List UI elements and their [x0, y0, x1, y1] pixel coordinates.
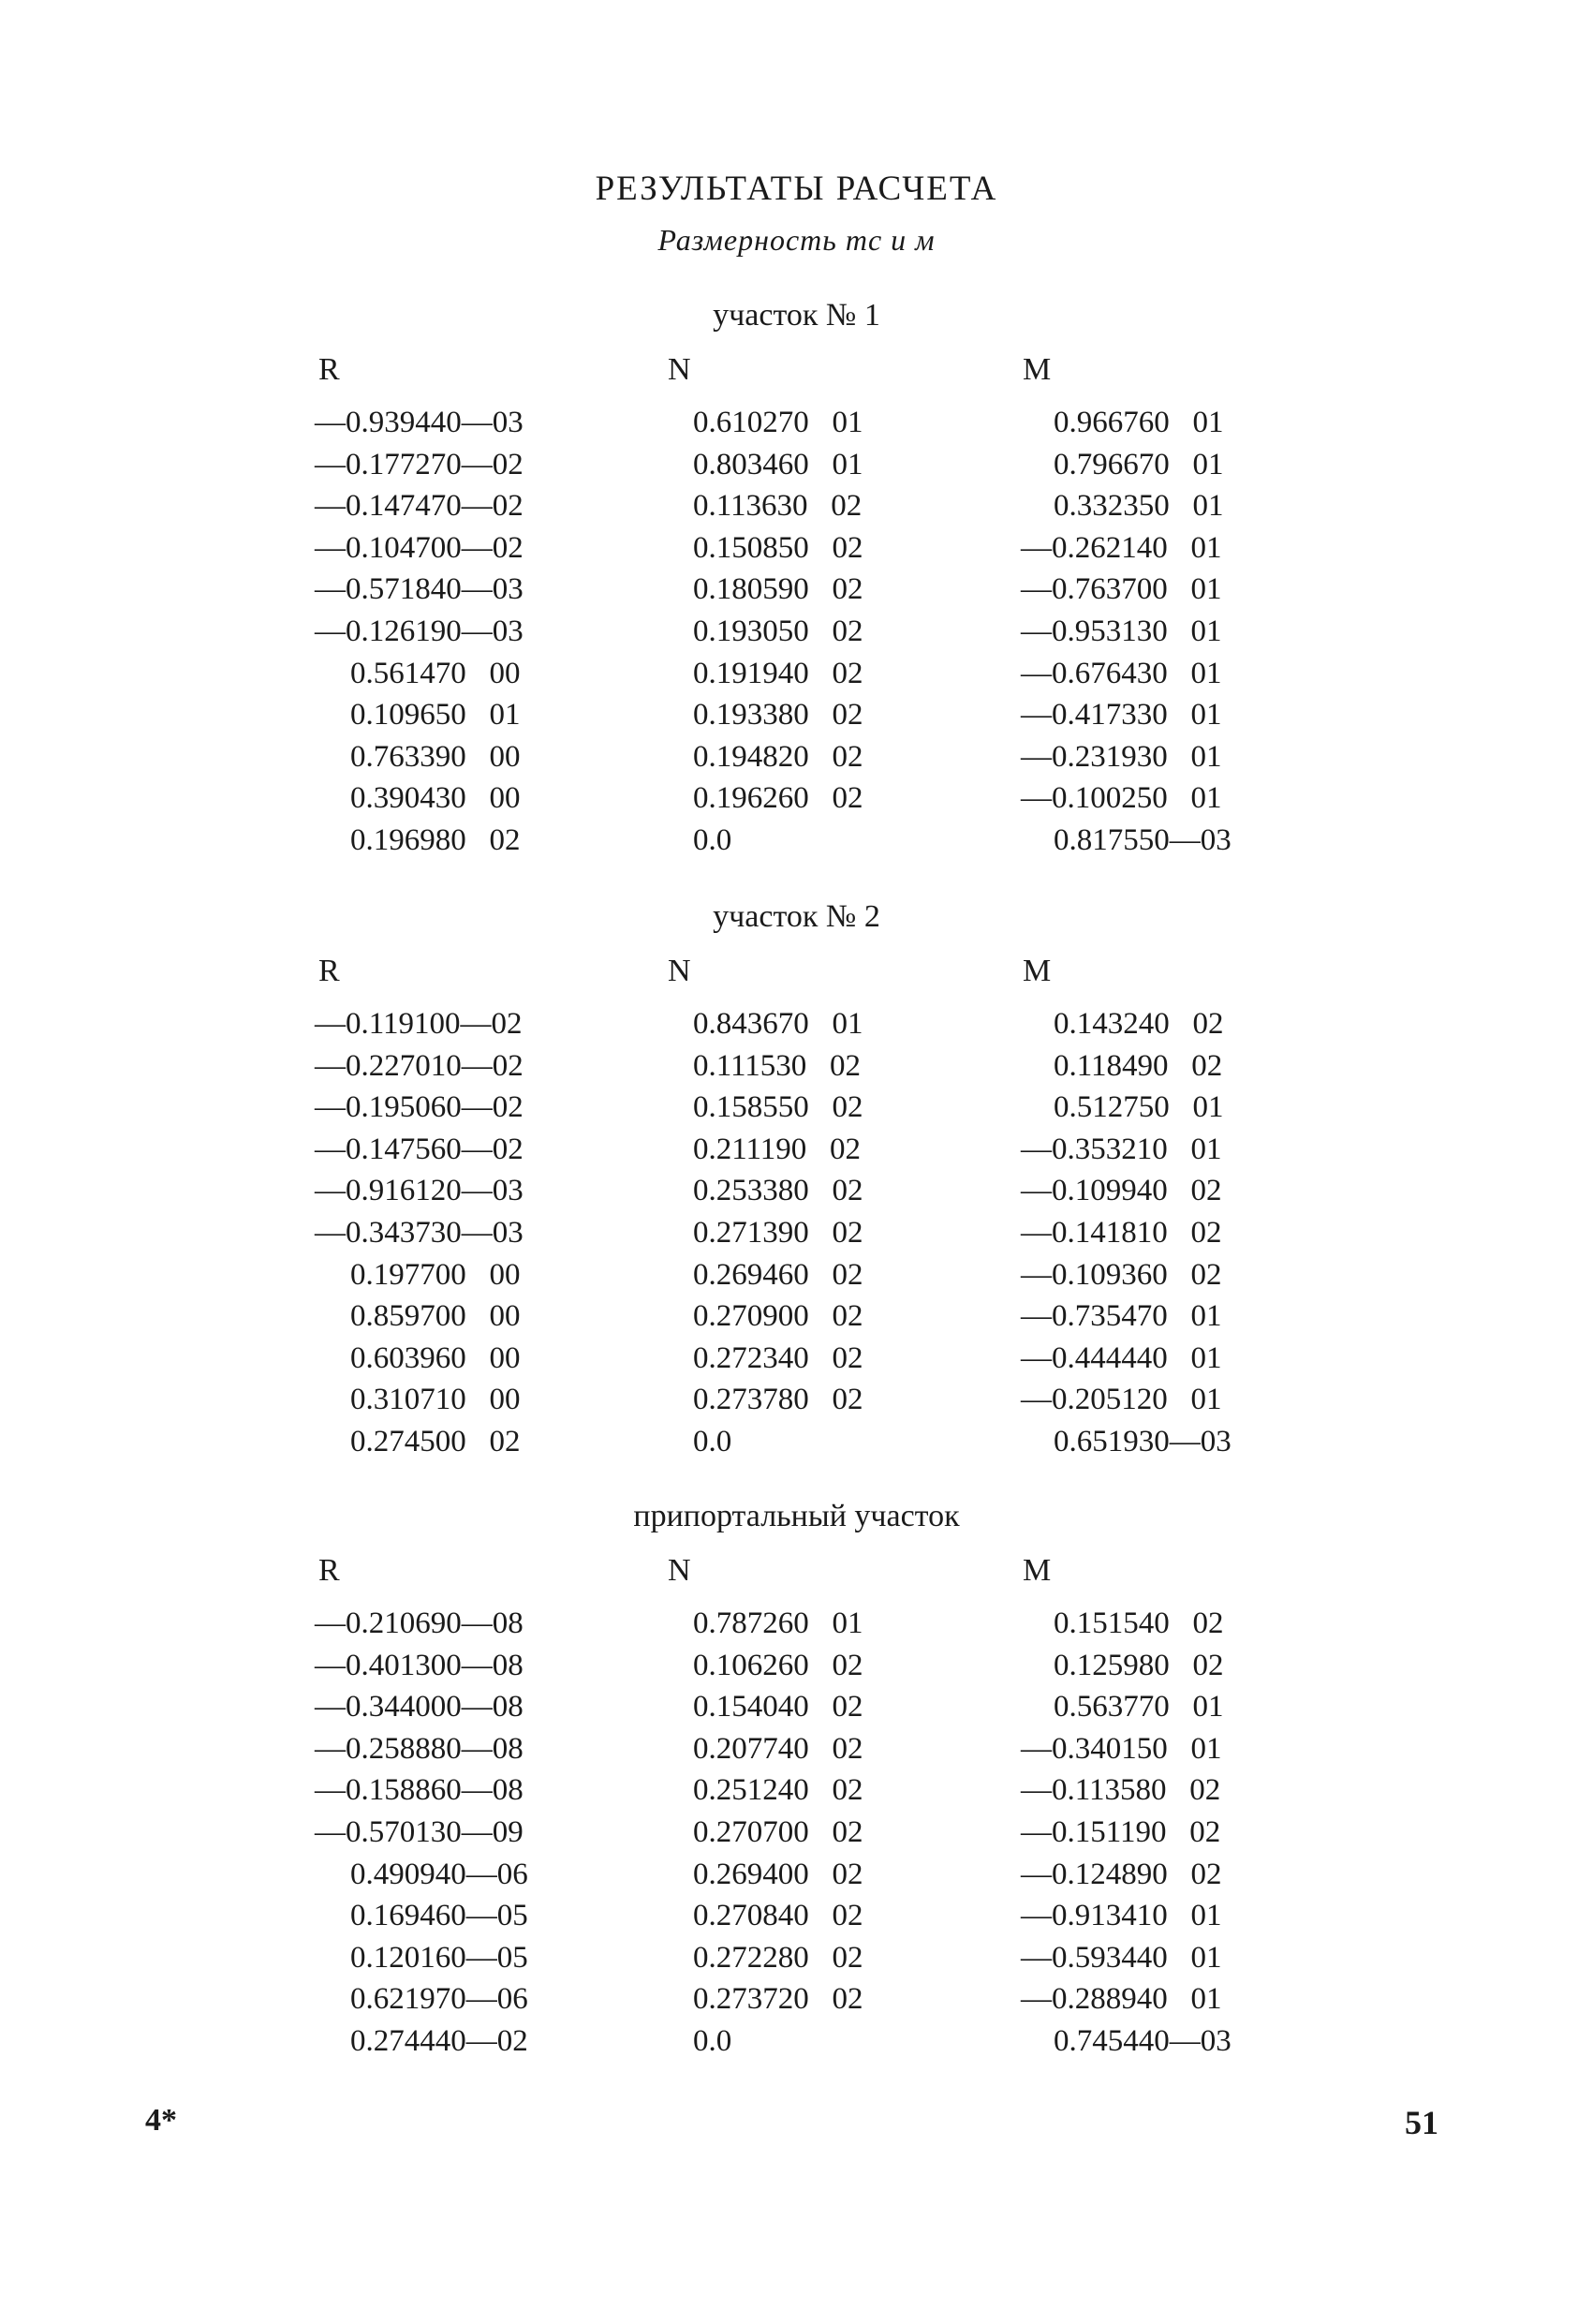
cell-r: 0.109650 01 — [350, 698, 521, 733]
cell-r: —0.177270—02 — [315, 447, 524, 481]
table-row — [0, 1732, 1593, 1774]
table-row — [0, 1341, 1593, 1384]
cell-r: 0.859700 00 — [350, 1299, 521, 1334]
cell-r: 0.603960 00 — [350, 1340, 521, 1375]
cell-n: 0.154040 02 — [693, 1690, 863, 1724]
column-header-m: M — [1023, 954, 1052, 988]
cell-n: 0.270900 02 — [693, 1299, 863, 1334]
column-header-r: R — [318, 352, 340, 387]
column-header-n: N — [668, 352, 691, 387]
cell-r: 0.169460—05 — [350, 1899, 528, 1933]
cell-r: —0.147560—02 — [315, 1132, 524, 1166]
table-row — [0, 1132, 1593, 1175]
section-title: припортальный участок — [633, 1499, 960, 1533]
cell-n: 0.180590 02 — [693, 572, 863, 607]
table-row — [0, 1649, 1593, 1691]
table-row — [0, 1690, 1593, 1732]
table-row — [0, 657, 1593, 699]
cell-r: —0.343730—03 — [315, 1215, 524, 1250]
cell-n: 0.272280 02 — [693, 1940, 863, 1975]
cell-r: 0.120160—05 — [350, 1940, 528, 1975]
cell-n: 0.193050 02 — [693, 614, 863, 648]
page-number: 51 — [1405, 2104, 1438, 2141]
table-row — [0, 1815, 1593, 1858]
column-header-m: M — [1023, 1553, 1052, 1588]
table-row — [0, 1049, 1593, 1091]
column-header-n: N — [668, 1553, 691, 1588]
cell-r: 0.621970—06 — [350, 1982, 528, 2017]
cell-n: 0.787260 01 — [693, 1606, 863, 1640]
table-row — [0, 1007, 1593, 1049]
cell-m: 0.125980 02 — [1054, 1648, 1224, 1682]
column-header-m: M — [1023, 352, 1052, 387]
table-row — [0, 823, 1593, 866]
cell-n: 0.191940 02 — [693, 656, 863, 690]
table-row — [0, 1858, 1593, 1900]
cell-r: —0.126190—03 — [315, 614, 524, 648]
cell-r: —0.571840—03 — [315, 572, 524, 607]
cell-r: 0.561470 00 — [350, 656, 521, 690]
cell-r: —0.158860—08 — [315, 1773, 524, 1808]
cell-m: 0.745440—03 — [1054, 2023, 1232, 2058]
cell-m: —0.953130 01 — [1021, 614, 1222, 648]
cell-m: —0.109360 02 — [1021, 1257, 1222, 1292]
cell-m: —0.100250 01 — [1021, 781, 1222, 816]
table-row — [0, 1425, 1593, 1467]
cell-r: —0.210690—08 — [315, 1606, 524, 1640]
cell-n: 0.194820 02 — [693, 739, 863, 774]
data-rows — [0, 406, 1593, 866]
data-rows — [0, 1606, 1593, 2066]
cell-m: 0.966760 01 — [1054, 406, 1224, 439]
page-title: РЕЗУЛЬТАТЫ РАСЧЕТА — [595, 170, 998, 208]
table-row — [0, 1941, 1593, 1983]
table-row — [0, 1090, 1593, 1132]
cell-n: 0.150850 02 — [693, 530, 863, 565]
cell-r: —0.195060—02 — [315, 1090, 524, 1125]
table-row — [0, 1258, 1593, 1300]
cell-n: 0.269460 02 — [693, 1257, 863, 1292]
cell-n: 0.273780 02 — [693, 1383, 863, 1417]
column-header-r: R — [318, 1553, 340, 1588]
signature-mark: 4* — [145, 2103, 177, 2138]
table-row — [0, 2024, 1593, 2066]
table-row — [0, 1383, 1593, 1425]
cell-m: 0.151540 02 — [1054, 1606, 1224, 1640]
cell-m: —0.262140 01 — [1021, 530, 1222, 565]
cell-m: —0.353210 01 — [1021, 1132, 1222, 1166]
section-title: участок № 2 — [713, 899, 880, 934]
cell-m: 0.817550—03 — [1054, 822, 1232, 857]
table-row — [0, 740, 1593, 782]
table-row — [0, 1606, 1593, 1649]
cell-m: —0.913410 01 — [1021, 1899, 1222, 1933]
cell-n: 0.269400 02 — [693, 1857, 863, 1891]
cell-m: —0.288940 01 — [1021, 1982, 1222, 2017]
cell-n: 0.106260 02 — [693, 1648, 863, 1682]
cell-m: —0.124890 02 — [1021, 1857, 1222, 1891]
cell-n: 0.270840 02 — [693, 1899, 863, 1933]
cell-m: 0.143240 02 — [1054, 1007, 1224, 1041]
cell-n: 0.273720 02 — [693, 1982, 863, 2017]
table-row — [0, 1773, 1593, 1815]
table-row — [0, 1899, 1593, 1941]
cell-n: 0.207740 02 — [693, 1731, 863, 1766]
cell-r: 0.763390 00 — [350, 739, 521, 774]
cell-m: —0.676430 01 — [1021, 656, 1222, 690]
cell-n: 0.803460 01 — [693, 447, 863, 481]
table-row — [0, 698, 1593, 740]
cell-m: —0.444440 01 — [1021, 1340, 1222, 1375]
cell-m: 0.651930—03 — [1054, 1424, 1232, 1458]
cell-r: 0.310710 00 — [350, 1383, 521, 1417]
cell-r: —0.147470—02 — [315, 489, 524, 524]
cell-n: 0.0 — [693, 1424, 732, 1458]
cell-r: —0.258880—08 — [315, 1731, 524, 1766]
cell-m: 0.332350 01 — [1054, 489, 1224, 524]
cell-m: —0.231930 01 — [1021, 739, 1222, 774]
cell-r: 0.274440—02 — [350, 2023, 528, 2058]
table-row — [0, 1299, 1593, 1341]
cell-r: —0.939440—03 — [315, 406, 524, 439]
cell-m: —0.340150 01 — [1021, 1731, 1222, 1766]
cell-m: 0.512750 01 — [1054, 1090, 1224, 1125]
cell-r: 0.197700 00 — [350, 1257, 521, 1292]
table-row — [0, 572, 1593, 614]
table-row — [0, 406, 1593, 448]
table-row — [0, 781, 1593, 823]
cell-r: 0.274500 02 — [350, 1424, 521, 1458]
cell-n: 0.113630 02 — [693, 489, 863, 524]
cell-r: 0.390430 00 — [350, 781, 521, 816]
cell-m: —0.109940 02 — [1021, 1174, 1222, 1208]
table-row — [0, 1982, 1593, 2024]
cell-r: —0.916120—03 — [315, 1174, 524, 1208]
cell-n: 0.271390 02 — [693, 1215, 863, 1250]
cell-r: —0.570130—09 — [315, 1814, 524, 1849]
cell-m: —0.735470 01 — [1021, 1299, 1222, 1334]
cell-n: 0.610270 01 — [693, 406, 863, 439]
cell-r: —0.119100—02 — [315, 1007, 523, 1041]
cell-r: 0.196980 02 — [350, 822, 521, 857]
column-header-n: N — [668, 954, 691, 988]
cell-n: 0.211190 02 — [693, 1132, 862, 1166]
cell-n: 0.111530 02 — [693, 1048, 862, 1083]
cell-n: 0.272340 02 — [693, 1340, 863, 1375]
table-row — [0, 489, 1593, 531]
cell-n: 0.193380 02 — [693, 698, 863, 733]
cell-r: —0.227010—02 — [315, 1048, 524, 1083]
section-title: участок № 1 — [713, 298, 880, 333]
cell-r: —0.344000—08 — [315, 1690, 524, 1724]
cell-n: 0.0 — [693, 822, 732, 857]
cell-m: —0.141810 02 — [1021, 1215, 1222, 1250]
cell-r: —0.401300—08 — [315, 1648, 524, 1682]
table-row — [0, 1174, 1593, 1216]
cell-n: 0.158550 02 — [693, 1090, 863, 1125]
cell-n: 0.270700 02 — [693, 1814, 863, 1849]
cell-m: 0.118490 02 — [1054, 1048, 1223, 1083]
cell-r: —0.104700—02 — [315, 530, 524, 565]
cell-m: —0.593440 01 — [1021, 1940, 1222, 1975]
table-row — [0, 614, 1593, 657]
cell-n: 0.251240 02 — [693, 1773, 863, 1808]
cell-m: 0.563770 01 — [1054, 1690, 1224, 1724]
cell-n: 0.0 — [693, 2023, 732, 2058]
page-subtitle: Размерность тс и м — [657, 223, 936, 257]
cell-m: —0.205120 01 — [1021, 1383, 1222, 1417]
cell-n: 0.843670 01 — [693, 1007, 863, 1041]
data-rows — [0, 1007, 1593, 1467]
cell-n: 0.196260 02 — [693, 781, 863, 816]
column-header-r: R — [318, 954, 340, 988]
cell-r: 0.490940—06 — [350, 1857, 528, 1891]
cell-m: —0.417330 01 — [1021, 698, 1222, 733]
cell-m: —0.151190 02 — [1021, 1814, 1221, 1849]
cell-n: 0.253380 02 — [693, 1174, 863, 1208]
cell-m: —0.763700 01 — [1021, 572, 1222, 607]
cell-m: 0.796670 01 — [1054, 447, 1224, 481]
table-row — [0, 531, 1593, 573]
table-row — [0, 1216, 1593, 1258]
table-row — [0, 448, 1593, 490]
cell-m: —0.113580 02 — [1021, 1773, 1221, 1808]
